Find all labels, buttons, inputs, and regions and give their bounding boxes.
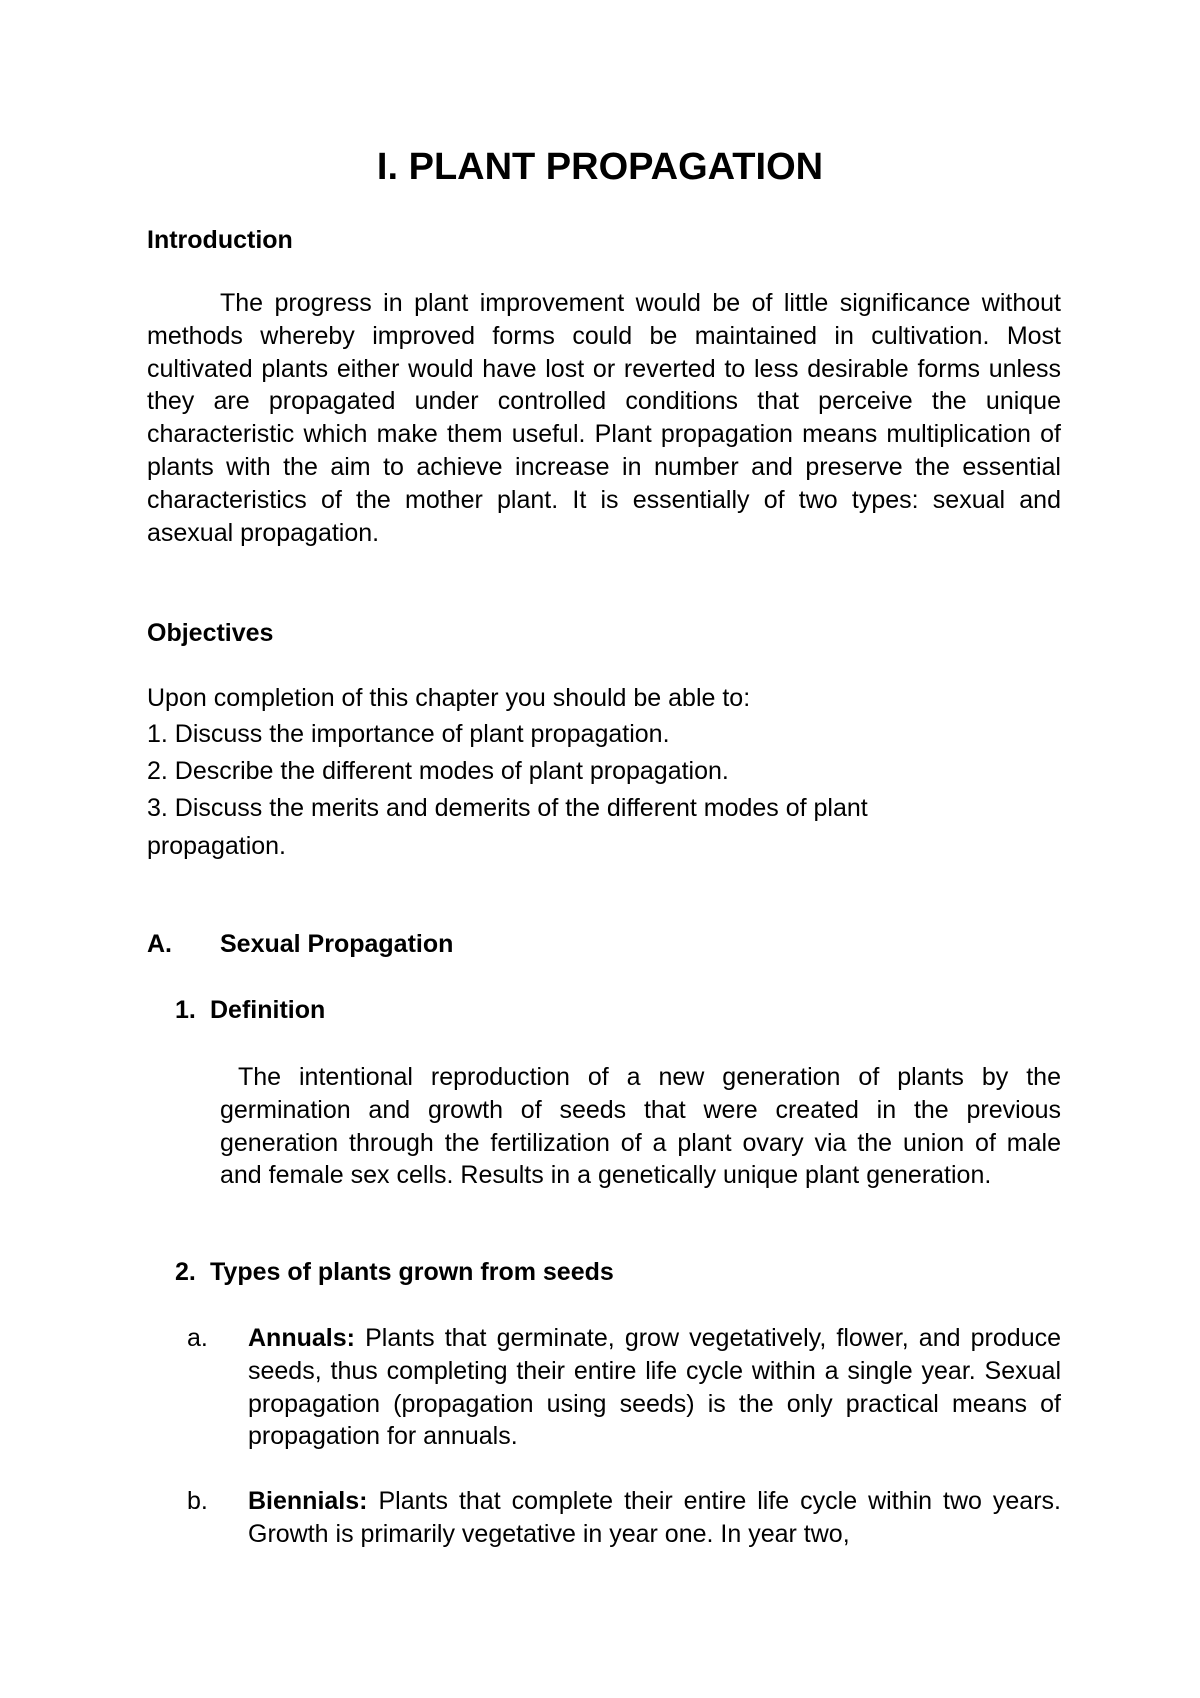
introduction-paragraph: The progress in plant improvement would be of little significance without methods whereby improved forms could be maintained in cultivation. Most cultivated plants either would have lost or reverted to less desirable forms unless they are propagated under controlled conditions that perceive the unique characteristic which make them useful. Plant propagation means multiplication of plants with the aim to achieve increase in number and preserve the essential characteristics of the mother plant. It is essentially of two types: sexual and asexual propagation. xyxy=(147,289,1061,547)
definition-text: The intentional reproduction of a new generation of plants by the germination and growth of seeds that were created in the previous generation through the fertilization of a plant ovary via the union of male and female sex cells. Results in a genetically unique plant generation. xyxy=(220,1063,1061,1190)
list-item-letter: a. xyxy=(187,1324,208,1352)
list-item-letter: b. xyxy=(187,1487,208,1515)
page-title: I. PLANT PROPAGATION xyxy=(376,146,824,188)
section-letter: A. xyxy=(147,930,172,958)
introduction-heading: Introduction xyxy=(147,226,293,254)
term-biennials: Biennials: xyxy=(248,1487,368,1515)
biennials-description: Plants that complete their entire life cycle within two years. Growth is primarily vegetative in year one. In year two, xyxy=(248,1487,1061,1548)
objectives-lead: Upon completion of this chapter you should be able to: xyxy=(147,684,751,712)
list-item-biennials xyxy=(248,1485,1061,1551)
section-title: Sexual Propagation xyxy=(220,930,454,958)
term-annuals: Annuals: xyxy=(248,1324,355,1352)
list-item-annuals xyxy=(248,1322,1061,1453)
subsection-number: 2. xyxy=(175,1258,196,1286)
objective-item: 3. Discuss the merits and demerits of the different modes of plant xyxy=(147,794,868,822)
definition-heading: Definition xyxy=(210,996,326,1024)
objective-item: 1. Discuss the importance of plant propagation. xyxy=(147,720,670,748)
subsection-number: 1. xyxy=(175,996,196,1024)
definition-paragraph xyxy=(220,1061,1061,1192)
annuals-description: Plants that germinate, grow vegetatively, flower, and produce seeds, thus completing their entire life cycle within a single year. Sexual propagation (propagation using seeds) is the only practical means of propagation for annuals. xyxy=(248,1324,1061,1451)
objectives-heading: Objectives xyxy=(147,619,274,647)
types-heading: Types of plants grown from seeds xyxy=(210,1258,614,1286)
objective-item-continuation: propagation. xyxy=(147,832,287,860)
objective-item: 2. Describe the different modes of plant propagation. xyxy=(147,757,729,785)
